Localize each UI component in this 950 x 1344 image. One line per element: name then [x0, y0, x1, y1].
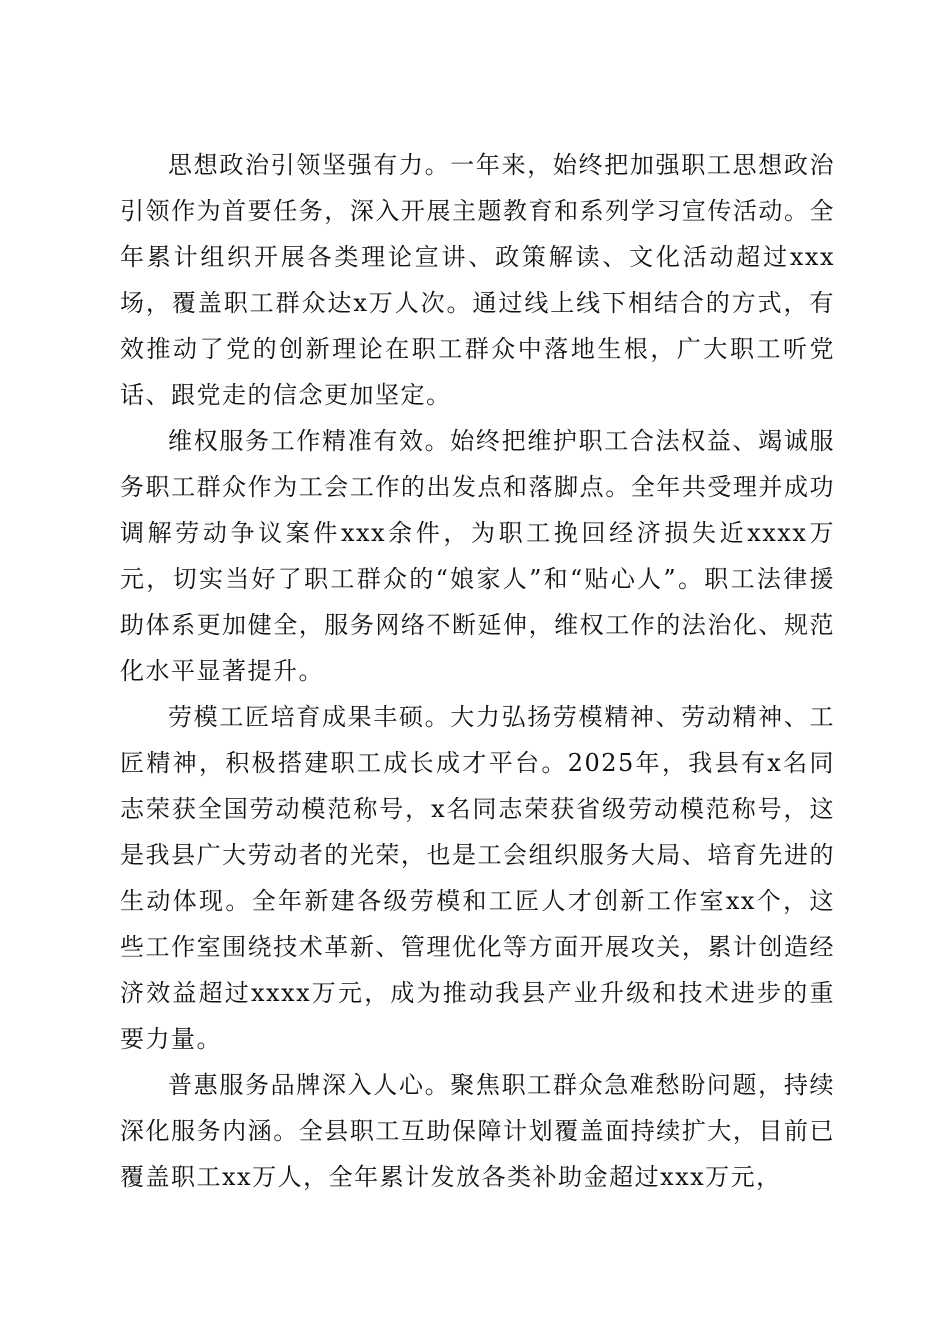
paragraph-rights-protection: 维权服务工作精准有效。始终把维护职工合法权益、竭诚服务职工群众作为工会工作的出发点和落脚点。全年共受理并成功调解劳动争议案件xxx余件，为职工挽回经济损失近xxxx万元，切实当好了职工群众的“娘家人”和“贴心人”。职工法律援助体系更加健全，服务网络不断延伸，维权工作的法治化、规范化水平显著提升。	[120, 427, 835, 685]
document-body	[120, 142, 835, 1200]
paragraph-ideological-guidance: 思想政治引领坚强有力。一年来，始终把加强职工思想政治引领作为首要任务，深入开展主题教育和系列学习宣传活动。全年累计组织开展各类理论宣讲、政策解读、文化活动超过xxx场，覆盖职工群众达x万人次。通过线上线下相结合的方式，有效推动了党的创新理论在职工群众中落地生根，广大职工听党话、跟党走的信念更加坚定。	[120, 151, 835, 409]
paragraph-model-workers: 劳模工匠培育成果丰硕。大力弘扬劳模精神、劳动精神、工匠精神，积极搭建职工成长成才平台。2025年，我县有x名同志荣获全国劳动模范称号，x名同志荣获省级劳动模范称号，这是我县广大劳动者的光荣，也是工会组织服务大局、培育先进的生动体现。全年新建各级劳模和工匠人才创新工作室xx个，这些工作室围绕技术革新、管理优化等方面开展攻关，累计创造经济效益超过xxxx万元，成为推动我县产业升级和技术进步的重要力量。	[120, 703, 835, 1053]
paragraph-inclusive-services: 普惠服务品牌深入人心。聚焦职工群众急难愁盼问题，持续深化服务内涵。全县职工互助保障计划覆盖面持续扩大，目前已覆盖职工xx万人，全年累计发放各类补助金超过xxx万元，	[120, 1071, 835, 1191]
